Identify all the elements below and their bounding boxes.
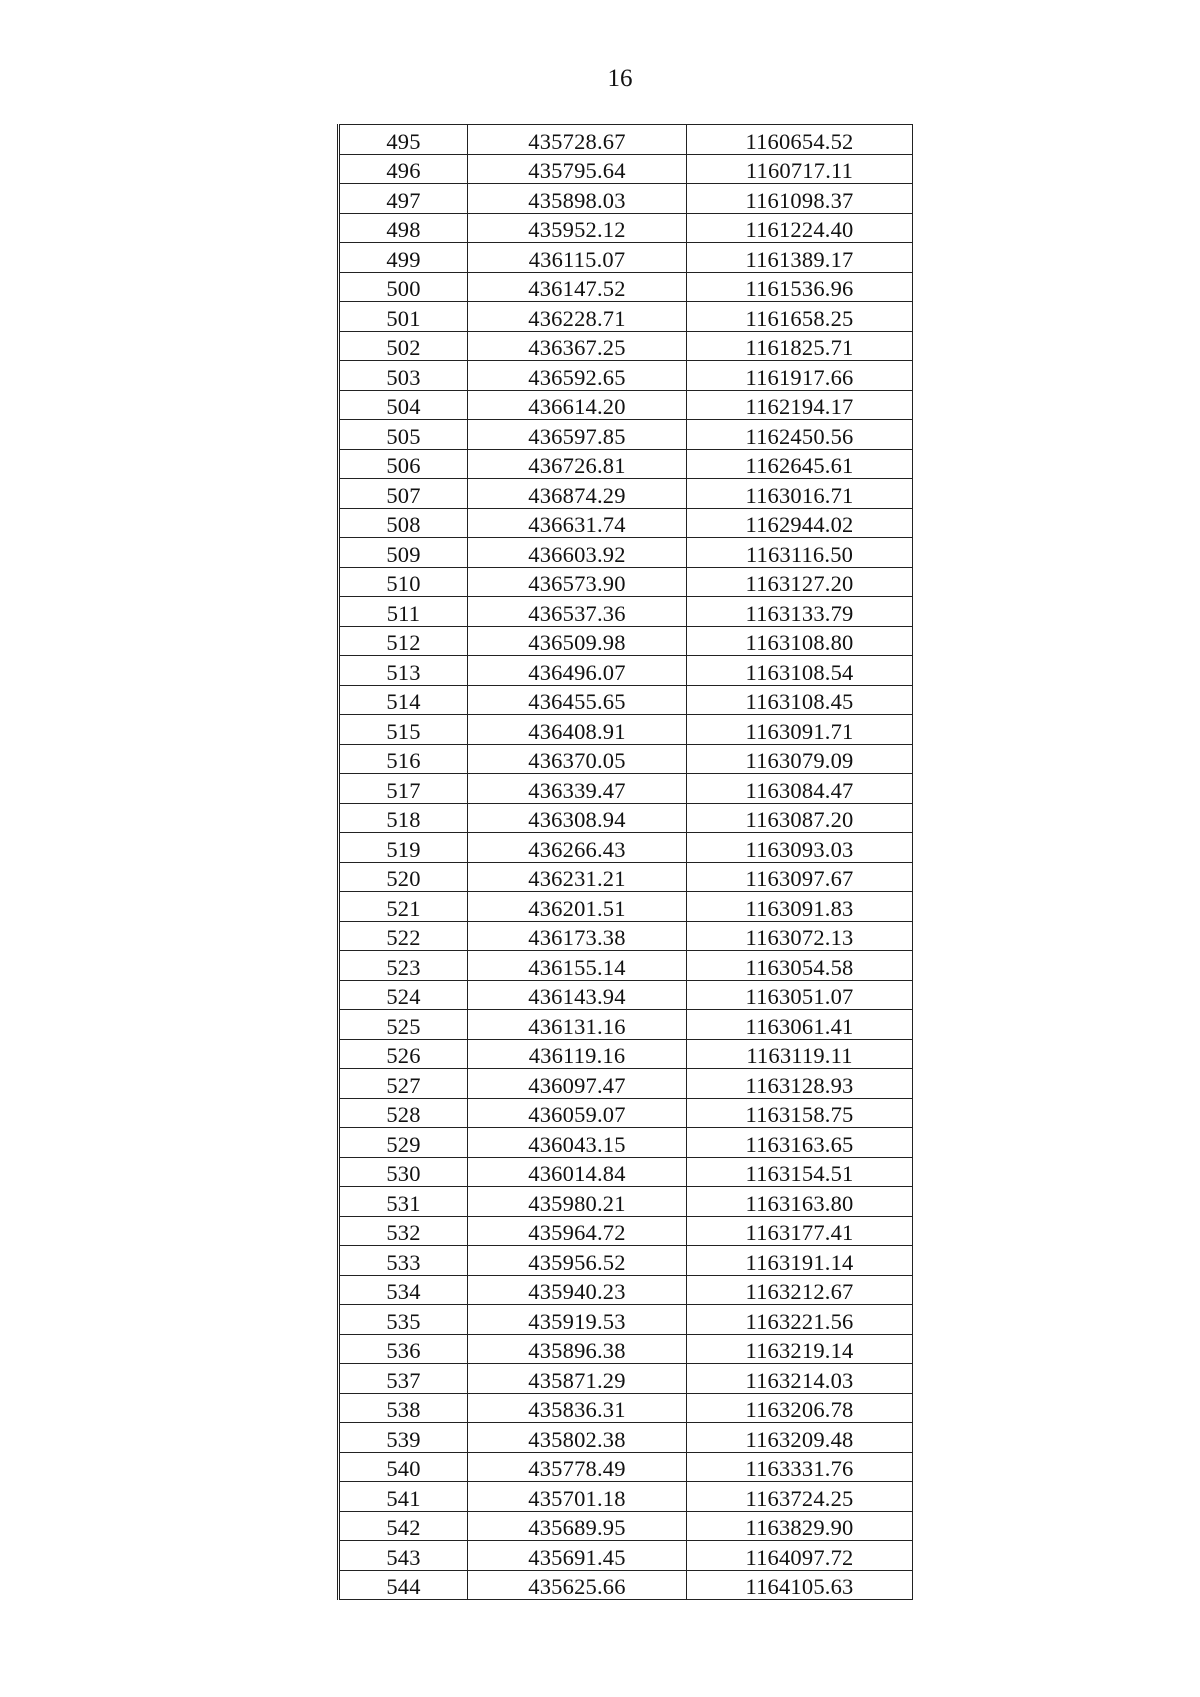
table-row: [339, 538, 913, 568]
x-coordinate-cell: 436147.52: [468, 272, 687, 302]
y-coordinate-cell: 1163219.14: [687, 1334, 913, 1364]
x-coordinate-cell: 436370.05: [468, 744, 687, 774]
x-coordinate-cell: 436115.07: [468, 243, 687, 273]
x-coordinate-cell: 436631.74: [468, 508, 687, 538]
point-number-cell: 501: [339, 302, 468, 332]
point-number-cell: 498: [339, 213, 468, 243]
table-row: [339, 1187, 913, 1217]
table-row: [339, 626, 913, 656]
y-coordinate-cell: 1163127.20: [687, 567, 913, 597]
x-coordinate-cell: 435896.38: [468, 1334, 687, 1364]
point-number-cell: 539: [339, 1423, 468, 1453]
table-row: [339, 1246, 913, 1276]
point-number-cell: 538: [339, 1393, 468, 1423]
y-coordinate-cell: 1161825.71: [687, 331, 913, 361]
table-row: [339, 1039, 913, 1069]
point-number-cell: 518: [339, 803, 468, 833]
point-number-cell: 533: [339, 1246, 468, 1276]
y-coordinate-cell: 1163079.09: [687, 744, 913, 774]
y-coordinate-cell: 1163214.03: [687, 1364, 913, 1394]
coordinate-table: [337, 124, 913, 1600]
y-coordinate-cell: 1162944.02: [687, 508, 913, 538]
x-coordinate-cell: 435952.12: [468, 213, 687, 243]
point-number-cell: 504: [339, 390, 468, 420]
table-row: [339, 1275, 913, 1305]
table-row: [339, 803, 913, 833]
table-row: [339, 1334, 913, 1364]
table-row: [339, 1010, 913, 1040]
y-coordinate-cell: 1164097.72: [687, 1541, 913, 1571]
y-coordinate-cell: 1163054.58: [687, 951, 913, 981]
y-coordinate-cell: 1163097.67: [687, 862, 913, 892]
point-number-cell: 507: [339, 479, 468, 509]
table-row: [339, 449, 913, 479]
table-row: [339, 1364, 913, 1394]
x-coordinate-cell: 436573.90: [468, 567, 687, 597]
y-coordinate-cell: 1163084.47: [687, 774, 913, 804]
x-coordinate-cell: 435898.03: [468, 184, 687, 214]
y-coordinate-cell: 1160717.11: [687, 154, 913, 184]
y-coordinate-cell: 1160654.52: [687, 125, 913, 155]
x-coordinate-cell: 436726.81: [468, 449, 687, 479]
point-number-cell: 534: [339, 1275, 468, 1305]
point-number-cell: 544: [339, 1570, 468, 1600]
x-coordinate-cell: 436043.15: [468, 1128, 687, 1158]
x-coordinate-cell: 436131.16: [468, 1010, 687, 1040]
x-coordinate-cell: 435701.18: [468, 1482, 687, 1512]
point-number-cell: 520: [339, 862, 468, 892]
table-row: [339, 1069, 913, 1099]
point-number-cell: 532: [339, 1216, 468, 1246]
x-coordinate-cell: 435802.38: [468, 1423, 687, 1453]
x-coordinate-cell: 435871.29: [468, 1364, 687, 1394]
x-coordinate-cell: 436408.91: [468, 715, 687, 745]
point-number-cell: 527: [339, 1069, 468, 1099]
table-row: [339, 980, 913, 1010]
x-coordinate-cell: 435795.64: [468, 154, 687, 184]
x-coordinate-cell: 436231.21: [468, 862, 687, 892]
table-row: [339, 390, 913, 420]
y-coordinate-cell: 1163209.48: [687, 1423, 913, 1453]
table-row: [339, 1423, 913, 1453]
table-row: [339, 243, 913, 273]
point-number-cell: 521: [339, 892, 468, 922]
x-coordinate-cell: 436097.47: [468, 1069, 687, 1099]
point-number-cell: 495: [339, 125, 468, 155]
y-coordinate-cell: 1163221.56: [687, 1305, 913, 1335]
point-number-cell: 496: [339, 154, 468, 184]
table-row: [339, 302, 913, 332]
x-coordinate-cell: 436592.65: [468, 361, 687, 391]
point-number-cell: 530: [339, 1157, 468, 1187]
table-row: [339, 1305, 913, 1335]
x-coordinate-cell: 436266.43: [468, 833, 687, 863]
y-coordinate-cell: 1163133.79: [687, 597, 913, 627]
x-coordinate-cell: 435728.67: [468, 125, 687, 155]
table-row: [339, 774, 913, 804]
point-number-cell: 514: [339, 685, 468, 715]
table-row: [339, 1157, 913, 1187]
y-coordinate-cell: 1163091.83: [687, 892, 913, 922]
y-coordinate-cell: 1163108.54: [687, 656, 913, 686]
y-coordinate-cell: 1161098.37: [687, 184, 913, 214]
table-row: [339, 125, 913, 155]
point-number-cell: 517: [339, 774, 468, 804]
table-row: [339, 597, 913, 627]
table-row: [339, 715, 913, 745]
point-number-cell: 541: [339, 1482, 468, 1512]
y-coordinate-cell: 1163093.03: [687, 833, 913, 863]
x-coordinate-cell: 435956.52: [468, 1246, 687, 1276]
table-row: [339, 951, 913, 981]
table-body: [339, 125, 913, 1600]
x-coordinate-cell: 435689.95: [468, 1511, 687, 1541]
y-coordinate-cell: 1162194.17: [687, 390, 913, 420]
point-number-cell: 525: [339, 1010, 468, 1040]
x-coordinate-cell: 436614.20: [468, 390, 687, 420]
x-coordinate-cell: 436603.92: [468, 538, 687, 568]
point-number-cell: 509: [339, 538, 468, 568]
table-row: [339, 1511, 913, 1541]
table-row: [339, 479, 913, 509]
x-coordinate-cell: 436014.84: [468, 1157, 687, 1187]
x-coordinate-cell: 436339.47: [468, 774, 687, 804]
table-row: [339, 1128, 913, 1158]
table-row: [339, 567, 913, 597]
table-row: [339, 833, 913, 863]
y-coordinate-cell: 1163191.14: [687, 1246, 913, 1276]
y-coordinate-cell: 1163108.80: [687, 626, 913, 656]
point-number-cell: 528: [339, 1098, 468, 1128]
point-number-cell: 540: [339, 1452, 468, 1482]
table-row: [339, 1216, 913, 1246]
point-number-cell: 500: [339, 272, 468, 302]
y-coordinate-cell: 1163091.71: [687, 715, 913, 745]
x-coordinate-cell: 436874.29: [468, 479, 687, 509]
y-coordinate-cell: 1163087.20: [687, 803, 913, 833]
x-coordinate-cell: 435625.66: [468, 1570, 687, 1600]
point-number-cell: 535: [339, 1305, 468, 1335]
table-row: [339, 892, 913, 922]
y-coordinate-cell: 1163061.41: [687, 1010, 913, 1040]
point-number-cell: 499: [339, 243, 468, 273]
table-row: [339, 1541, 913, 1571]
point-number-cell: 502: [339, 331, 468, 361]
point-number-cell: 524: [339, 980, 468, 1010]
point-number-cell: 510: [339, 567, 468, 597]
table-row: [339, 213, 913, 243]
point-number-cell: 531: [339, 1187, 468, 1217]
point-number-cell: 536: [339, 1334, 468, 1364]
y-coordinate-cell: 1163331.76: [687, 1452, 913, 1482]
point-number-cell: 512: [339, 626, 468, 656]
point-number-cell: 513: [339, 656, 468, 686]
point-number-cell: 542: [339, 1511, 468, 1541]
x-coordinate-cell: 436455.65: [468, 685, 687, 715]
table-row: [339, 508, 913, 538]
table-row: [339, 272, 913, 302]
point-number-cell: 508: [339, 508, 468, 538]
point-number-cell: 515: [339, 715, 468, 745]
x-coordinate-cell: 436119.16: [468, 1039, 687, 1069]
x-coordinate-cell: 435778.49: [468, 1452, 687, 1482]
point-number-cell: 543: [339, 1541, 468, 1571]
y-coordinate-cell: 1163212.67: [687, 1275, 913, 1305]
y-coordinate-cell: 1163724.25: [687, 1482, 913, 1512]
table-row: [339, 685, 913, 715]
table-row: [339, 744, 913, 774]
x-coordinate-cell: 436367.25: [468, 331, 687, 361]
y-coordinate-cell: 1164105.63: [687, 1570, 913, 1600]
x-coordinate-cell: 436509.98: [468, 626, 687, 656]
x-coordinate-cell: 436496.07: [468, 656, 687, 686]
x-coordinate-cell: 435980.21: [468, 1187, 687, 1217]
x-coordinate-cell: 435964.72: [468, 1216, 687, 1246]
point-number-cell: 519: [339, 833, 468, 863]
table-row: [339, 154, 913, 184]
point-number-cell: 506: [339, 449, 468, 479]
y-coordinate-cell: 1161917.66: [687, 361, 913, 391]
y-coordinate-cell: 1163163.65: [687, 1128, 913, 1158]
point-number-cell: 529: [339, 1128, 468, 1158]
y-coordinate-cell: 1163177.41: [687, 1216, 913, 1246]
x-coordinate-cell: 435691.45: [468, 1541, 687, 1571]
x-coordinate-cell: 436597.85: [468, 420, 687, 450]
page-number: 16: [607, 65, 633, 92]
y-coordinate-cell: 1163829.90: [687, 1511, 913, 1541]
point-number-cell: 522: [339, 921, 468, 951]
point-number-cell: 516: [339, 744, 468, 774]
x-coordinate-cell: 436537.36: [468, 597, 687, 627]
table-row: [339, 420, 913, 450]
y-coordinate-cell: 1161536.96: [687, 272, 913, 302]
point-number-cell: 503: [339, 361, 468, 391]
y-coordinate-cell: 1163116.50: [687, 538, 913, 568]
point-number-cell: 537: [339, 1364, 468, 1394]
x-coordinate-cell: 436173.38: [468, 921, 687, 951]
point-number-cell: 497: [339, 184, 468, 214]
table-row: [339, 1452, 913, 1482]
x-coordinate-cell: 436201.51: [468, 892, 687, 922]
y-coordinate-cell: 1163163.80: [687, 1187, 913, 1217]
y-coordinate-cell: 1162645.61: [687, 449, 913, 479]
table-row: [339, 331, 913, 361]
y-coordinate-cell: 1163051.07: [687, 980, 913, 1010]
table-row: [339, 184, 913, 214]
y-coordinate-cell: 1163072.13: [687, 921, 913, 951]
table-row: [339, 361, 913, 391]
x-coordinate-cell: 436155.14: [468, 951, 687, 981]
y-coordinate-cell: 1163108.45: [687, 685, 913, 715]
point-number-cell: 505: [339, 420, 468, 450]
x-coordinate-cell: 436228.71: [468, 302, 687, 332]
x-coordinate-cell: 435940.23: [468, 1275, 687, 1305]
table-row: [339, 862, 913, 892]
y-coordinate-cell: 1163158.75: [687, 1098, 913, 1128]
y-coordinate-cell: 1162450.56: [687, 420, 913, 450]
x-coordinate-cell: 436308.94: [468, 803, 687, 833]
point-number-cell: 523: [339, 951, 468, 981]
y-coordinate-cell: 1161389.17: [687, 243, 913, 273]
x-coordinate-cell: 435836.31: [468, 1393, 687, 1423]
x-coordinate-cell: 436143.94: [468, 980, 687, 1010]
table-row: [339, 1482, 913, 1512]
table-row: [339, 1393, 913, 1423]
y-coordinate-cell: 1161658.25: [687, 302, 913, 332]
y-coordinate-cell: 1163154.51: [687, 1157, 913, 1187]
table-row: [339, 656, 913, 686]
y-coordinate-cell: 1161224.40: [687, 213, 913, 243]
point-number-cell: 526: [339, 1039, 468, 1069]
table-row: [339, 1570, 913, 1600]
y-coordinate-cell: 1163206.78: [687, 1393, 913, 1423]
y-coordinate-cell: 1163128.93: [687, 1069, 913, 1099]
y-coordinate-cell: 1163119.11: [687, 1039, 913, 1069]
point-number-cell: 511: [339, 597, 468, 627]
y-coordinate-cell: 1163016.71: [687, 479, 913, 509]
x-coordinate-cell: 436059.07: [468, 1098, 687, 1128]
table-row: [339, 921, 913, 951]
x-coordinate-cell: 435919.53: [468, 1305, 687, 1335]
table-row: [339, 1098, 913, 1128]
